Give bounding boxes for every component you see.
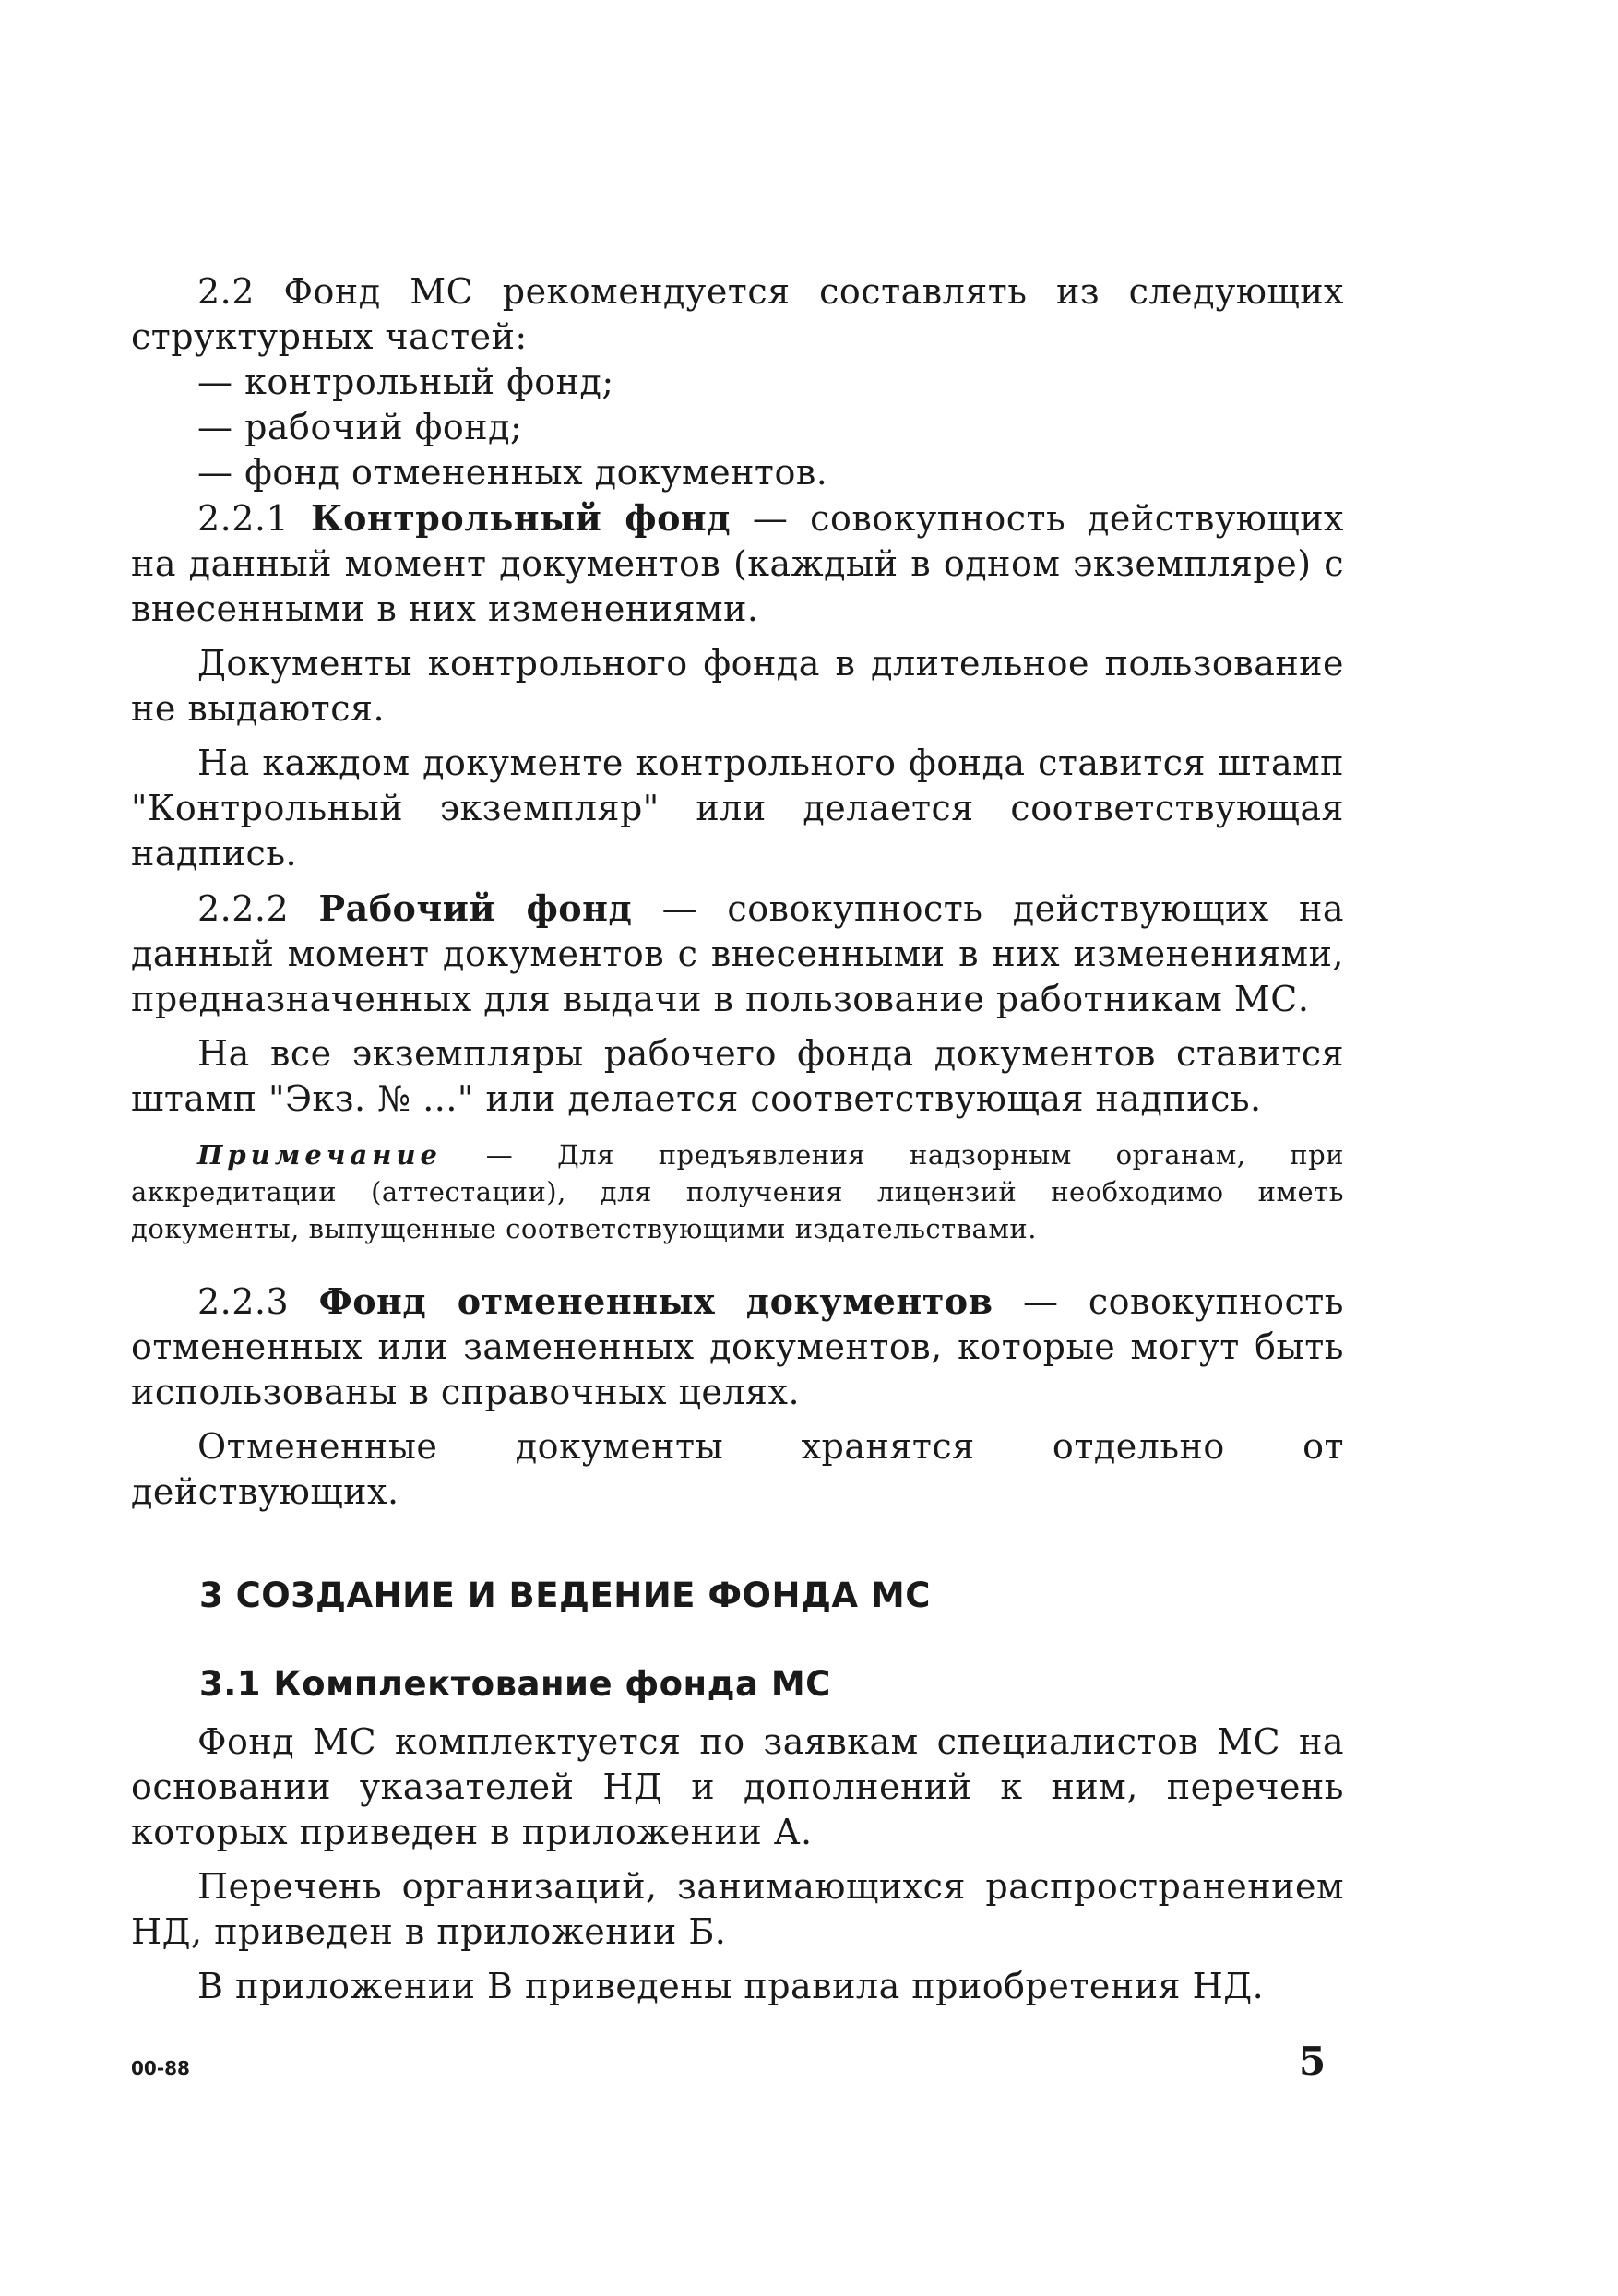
- section-2-2-3-definition: [131, 1279, 1344, 1415]
- footer-code: 00-88: [131, 2057, 190, 2079]
- main-text-column: [131, 269, 1344, 2018]
- section-2-2-2-paragraph: На все экземпляры рабочего фонда документов ставится штамп "Экз. № ..." или делается соответствующая надпись.: [131, 1033, 1344, 1119]
- section-number: 2.2.3: [197, 1281, 290, 1322]
- section-2-2-3-paragraph: Отмененные документы хранятся отдельно от действующих.: [131, 1426, 1344, 1512]
- list-item-control-fund: — контрольный фонд;: [197, 362, 614, 402]
- section-heading: 3 СОЗДАНИЕ И ВЕДЕНИЕ ФОНДА МС: [199, 1576, 931, 1615]
- section-3-1-paragraph: Фонд МС комплектуется по заявкам специалистов МС на основании указателей НД и дополнений к ним, перечень которых приведен в приложении А.: [131, 1721, 1344, 1852]
- definition-text: — совокупность действующих на данный момент документов с внесенными в них изменениями, предназначенных для выдачи в пользование работникам МС.: [131, 888, 1344, 1019]
- section-3-1-paragraph: Перечень организаций, занимающихся распространением НД, приведен в приложении Б.: [131, 1866, 1344, 1952]
- list-item-cancelled-fund: — фонд отмененных документов.: [197, 452, 828, 493]
- term-cancelled-fund: Фонд отмененных документов: [318, 1280, 993, 1322]
- page-number: 5: [1299, 2039, 1327, 2084]
- list-item-working-fund: — рабочий фонд;: [197, 407, 523, 447]
- definition-text: — совокупность действующих на данный момент документов (каждый в одном экземпляре) с внесенными в них изменениями.: [131, 498, 1344, 629]
- section-2-2-1-paragraph: На каждом документе контрольного фонда ставится штамп "Контрольный экземпляр" или делается соответствующая надпись.: [131, 743, 1344, 874]
- section-2-2-1-paragraph: Документы контрольного фонда в длительное пользование не выдаются.: [131, 643, 1344, 729]
- section-number: 2.2.1: [197, 498, 290, 539]
- section-2-2-intro: 2.2 Фонд МС рекомендуется составлять из следующих структурных частей:: [131, 271, 1344, 357]
- note-text: — Для предъявления надзорным органам, при аккредитации (аттестации), для получения лицензий необходимо иметь документы, выпущенные соответствующими издательствами.: [131, 1139, 1345, 1244]
- note-block: [131, 1136, 1344, 1247]
- section-2-2-1-definition: [131, 495, 1344, 632]
- note-label: Примечание: [197, 1139, 442, 1171]
- subsection-heading: 3.1 Комплектование фонда МС: [199, 1664, 831, 1704]
- section-2-2-2-definition: [131, 886, 1344, 1022]
- term-control-fund: Контрольный фонд: [311, 497, 732, 539]
- term-working-fund: Рабочий фонд: [318, 887, 633, 929]
- section-3-1-paragraph: В приложении В приведены правила приобретения НД.: [197, 1966, 1265, 2006]
- definition-text: — совокупность отмененных или замененных документов, которые могут быть использованы в справочных целях.: [131, 1281, 1344, 1412]
- section-number: 2.2.2: [197, 888, 290, 929]
